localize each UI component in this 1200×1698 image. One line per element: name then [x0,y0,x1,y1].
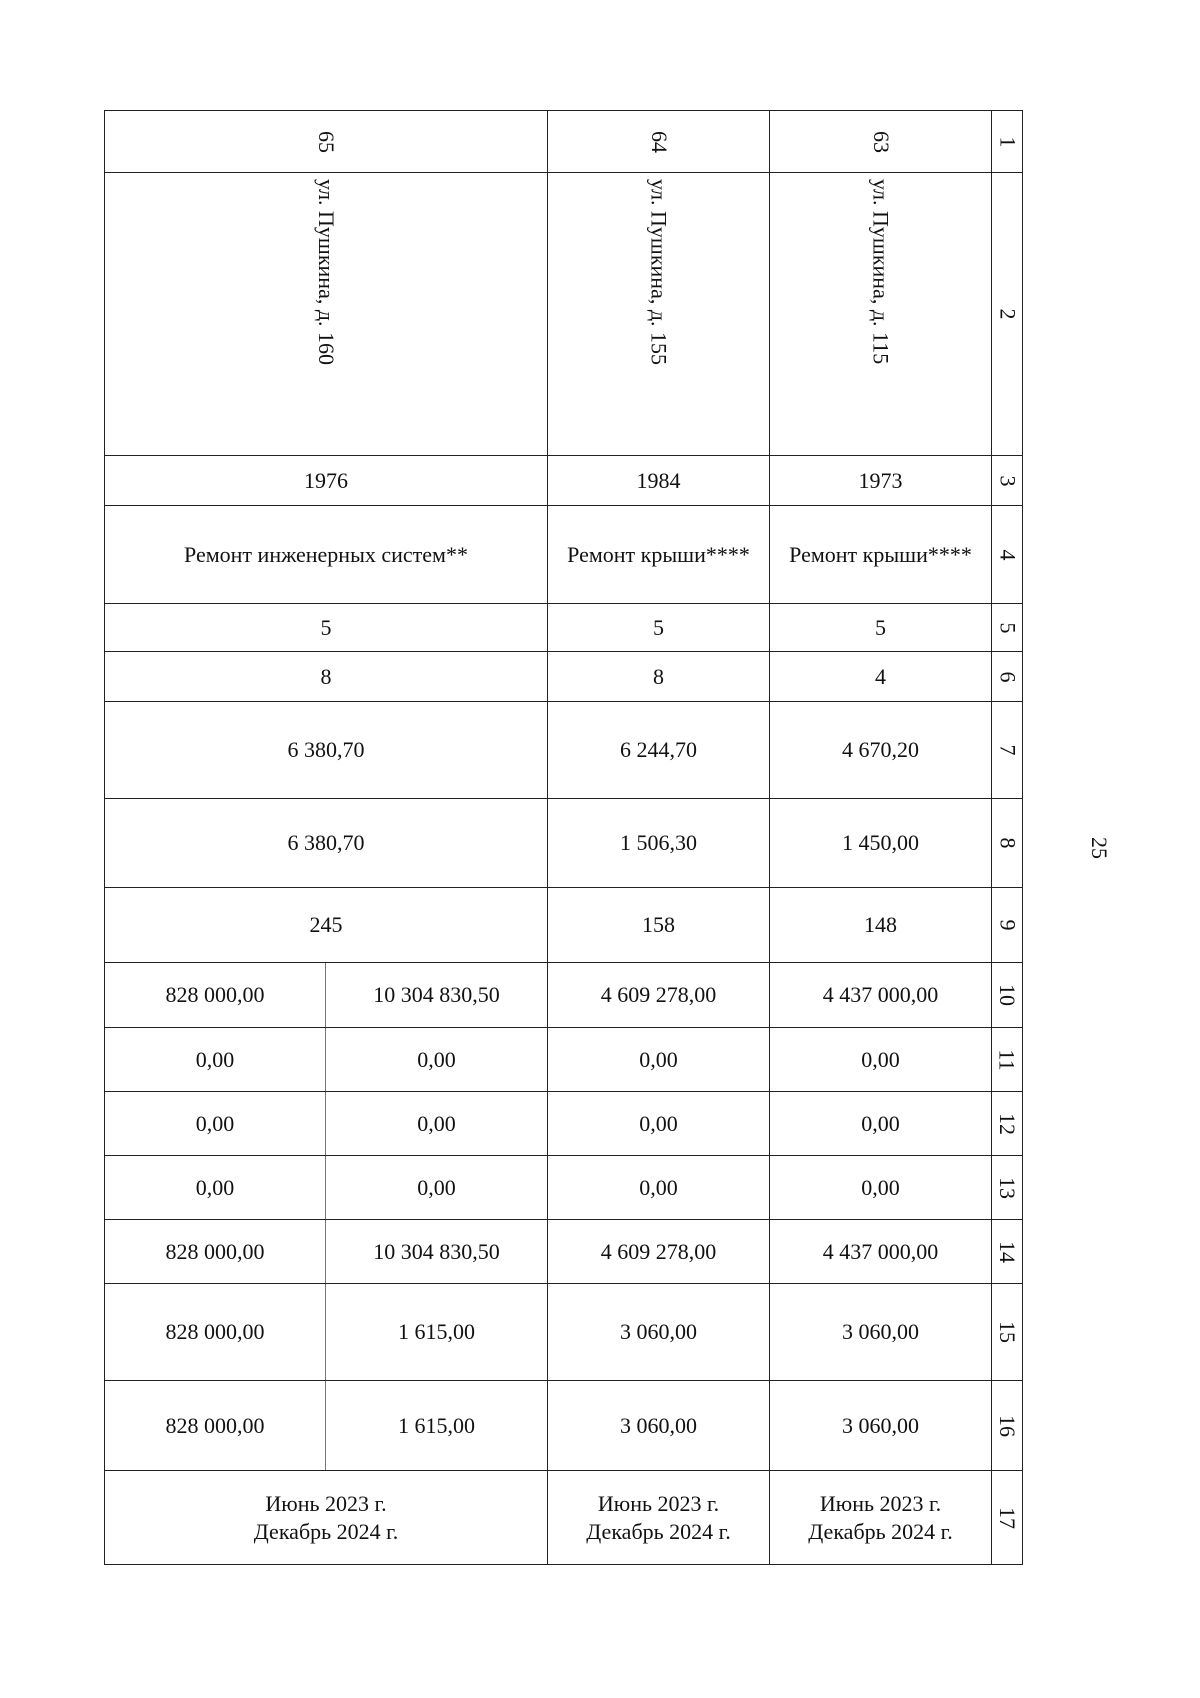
cell-r7-64: 6 244,70 [548,702,770,799]
table-row-5 [105,604,1023,652]
row-number-3: 3 [992,456,1023,506]
cell-r15-63: 3 060,00 [770,1284,992,1381]
row-number-4: 4 [992,506,1023,604]
cell-r12-65-b: 0,00 [326,1092,548,1156]
cell-r14-63: 4 437 000,00 [770,1220,992,1284]
cell-r10-64: 4 609 278,00 [548,963,770,1028]
cell-r9-65: 245 [105,888,548,963]
row-number-7: 7 [992,702,1023,799]
cell-r13-63: 0,00 [770,1156,992,1220]
cell-address-65: ул. Пушкина, д. 160 [105,173,548,456]
cell-r13-65-a: 0,00 [105,1156,326,1220]
cell-r14-65-b: 10 304 830,50 [326,1220,548,1284]
row-number-14: 14 [992,1220,1023,1284]
table-row-11 [105,1028,1023,1092]
cell-r15-65-b: 1 615,00 [326,1284,548,1381]
cell-r14-64: 4 609 278,00 [548,1220,770,1284]
cell-work-64: Ремонт крыши**** [548,506,770,604]
cell-period-65 [105,1471,548,1565]
cell-r15-65-a: 828 000,00 [105,1284,326,1381]
row-number-6: 6 [992,652,1023,702]
cell-r11-65-b: 0,00 [326,1028,548,1092]
row-number-16: 16 [992,1381,1023,1471]
cell-r10-65-b: 10 304 830,50 [326,963,548,1028]
cell-work-63: Ремонт крыши**** [770,506,992,604]
row-number-9: 9 [992,888,1023,963]
table-row-10 [105,963,1023,1028]
table-row-13 [105,1156,1023,1220]
cell-r16-64: 3 060,00 [548,1381,770,1471]
table-row-8 [105,799,1023,888]
row-number-10: 10 [992,963,1023,1028]
cell-r6-65: 8 [105,652,548,702]
cell-r8-65: 6 380,70 [105,799,548,888]
cell-r5-65: 5 [105,604,548,652]
row-number-17: 17 [992,1471,1023,1565]
cell-r11-64: 0,00 [548,1028,770,1092]
cell-r9-64: 158 [548,888,770,963]
row-number-1: 1 [992,111,1023,173]
cell-year-63: 1973 [770,456,992,506]
period-start-65: Июнь 2023 г. [265,1490,387,1516]
cell-no-65: 65 [105,111,548,173]
table-row-16 [105,1381,1023,1471]
cell-r13-65-b: 0,00 [326,1156,548,1220]
table-row-15 [105,1284,1023,1381]
period-end-63: Декабрь 2024 г. [808,1518,953,1544]
row-number-8: 8 [992,799,1023,888]
table-row-17 [105,1471,1023,1565]
cell-r5-64: 5 [548,604,770,652]
repair-schedule-table [104,110,1023,1565]
table-row-9 [105,888,1023,963]
cell-r5-63: 5 [770,604,992,652]
cell-r6-64: 8 [548,652,770,702]
row-number-5: 5 [992,604,1023,652]
cell-r7-63: 4 670,20 [770,702,992,799]
cell-r14-65-a: 828 000,00 [105,1220,326,1284]
period-start-63: Июнь 2023 г. [819,1490,942,1516]
cell-r16-63: 3 060,00 [770,1381,992,1471]
cell-r13-64: 0,00 [548,1156,770,1220]
cell-r10-63: 4 437 000,00 [770,963,992,1028]
period-start-64: Июнь 2023 г. [597,1490,720,1516]
cell-r7-65: 6 380,70 [105,702,548,799]
cell-r11-65-a: 0,00 [105,1028,326,1092]
cell-r12-65-a: 0,00 [105,1092,326,1156]
cell-no-64: 64 [548,111,770,173]
row-number-2: 2 [992,173,1023,456]
cell-period-64 [548,1471,770,1565]
table-row-6 [105,652,1023,702]
cell-r16-65-a: 828 000,00 [105,1381,326,1471]
cell-period-63 [770,1471,992,1565]
table-row-7 [105,702,1023,799]
table-row-14 [105,1220,1023,1284]
period-end-64: Декабрь 2024 г. [586,1518,731,1544]
row-number-15: 15 [992,1284,1023,1381]
period-end-65: Декабрь 2024 г. [253,1518,399,1544]
row-number-12: 12 [992,1092,1023,1156]
table-row-4 [105,506,1023,604]
page-number: 25 [1087,837,1112,859]
cell-r12-63: 0,00 [770,1092,992,1156]
cell-r11-63: 0,00 [770,1028,992,1092]
cell-r16-65-b: 1 615,00 [326,1381,548,1471]
table-row-2 [105,173,1023,456]
table-row-12 [105,1092,1023,1156]
cell-r10-65-a: 828 000,00 [105,963,326,1028]
row-number-13: 13 [992,1156,1023,1220]
cell-r8-64: 1 506,30 [548,799,770,888]
cell-r9-63: 148 [770,888,992,963]
cell-address-64: ул. Пушкина, д. 155 [548,173,770,456]
cell-no-63: 63 [770,111,992,173]
cell-r8-63: 1 450,00 [770,799,992,888]
cell-r12-64: 0,00 [548,1092,770,1156]
table-row-1 [105,111,1023,173]
cell-address-63: ул. Пушкина, д. 115 [770,173,992,456]
cell-work-65: Ремонт инженерных систем** [105,506,548,604]
cell-year-65: 1976 [105,456,548,506]
table-row-3 [105,456,1023,506]
row-number-11: 11 [992,1028,1023,1092]
cell-year-64: 1984 [548,456,770,506]
cell-r15-64: 3 060,00 [548,1284,770,1381]
cell-r6-63: 4 [770,652,992,702]
